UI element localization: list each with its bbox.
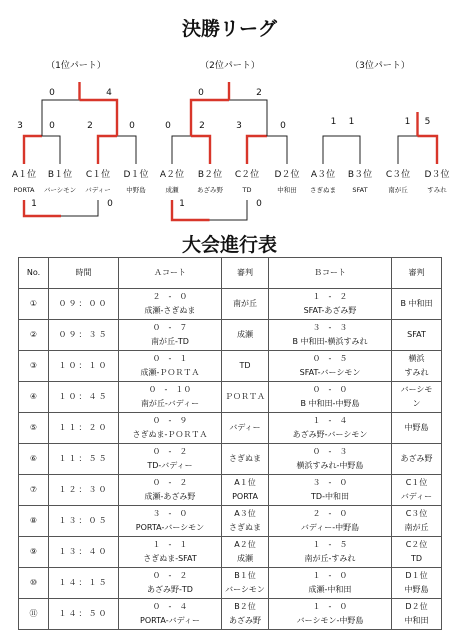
court-a-match [119, 568, 222, 599]
court-a-match-line: ０ - ７ [152, 323, 188, 332]
match-number-line: ④ [29, 392, 38, 401]
match-time-line: ０９：３５ [58, 330, 109, 339]
court-b-referee-line: 中和田 [404, 616, 429, 625]
court-b-match-line: バーシモン-中野島 [296, 616, 364, 625]
court-a-match-line: さぎぬま-SFAT [143, 554, 197, 563]
court-b-referee-line: ン [412, 399, 421, 408]
bracket-line [80, 100, 118, 136]
court-a-referee-line: ＰＯＲＴＡ [225, 392, 265, 401]
court-a-match-line: ０ - ２ [152, 571, 188, 580]
match-time-line: １１：２０ [58, 423, 109, 432]
team-name: 中野島 [126, 186, 146, 194]
court-a-referee-line: バーシモン [225, 585, 265, 594]
court-a-referee-line: B１位 [234, 571, 256, 580]
court-b-referee [392, 475, 442, 506]
court-a-match-line: ０ - １０ [148, 385, 192, 394]
court-a-match-line: ０ - ２ [152, 478, 188, 487]
match-number [19, 289, 49, 320]
court-b-match-line: １ - ４ [312, 416, 348, 425]
bracket-line [172, 136, 191, 164]
court-b-match [269, 444, 392, 475]
table-row [19, 320, 442, 351]
header-no: No. [19, 258, 49, 289]
court-b-match [269, 537, 392, 568]
court-b-referee [392, 413, 442, 444]
court-a-match [119, 320, 222, 351]
header-court-b: Ｂコート [269, 258, 392, 289]
court-b-match-line: 成瀬-中和田 [308, 585, 352, 594]
score: 0 [49, 88, 55, 98]
match-time-line: １１：５５ [58, 454, 109, 463]
court-b-match [269, 382, 392, 413]
court-b-match [269, 568, 392, 599]
court-b-match-line: SFAT-バーシモン [299, 368, 361, 377]
court-b-referee-line: 南が丘 [404, 523, 429, 532]
team-name: 中和田 [277, 186, 297, 194]
bracket-line [24, 200, 61, 216]
team-position: C３位 [385, 170, 411, 180]
match-number [19, 351, 49, 382]
team-position: C２位 [234, 170, 260, 180]
court-a-match [119, 506, 222, 537]
court-b-referee-line: TD [410, 554, 423, 563]
page-title: 決勝リーグ [181, 18, 277, 40]
match-number [19, 320, 49, 351]
match-number [19, 537, 49, 568]
bracket-line [24, 136, 42, 164]
court-b-referee-line: 中野島 [404, 423, 429, 432]
court-b-match-line: ３ - ３ [312, 323, 348, 332]
court-a-match [119, 537, 222, 568]
match-time [49, 506, 119, 537]
court-a-match [119, 351, 222, 382]
court-b-referee [392, 289, 442, 320]
court-a-match-line: ０ - ４ [152, 602, 188, 611]
court-a-referee-line: 南が丘 [233, 299, 257, 308]
court-a-match-line: PORTA-バディー [140, 616, 200, 625]
table-row [19, 351, 442, 382]
court-a-match [119, 413, 222, 444]
court-b-match-line: SFAT-あざみ野 [303, 306, 357, 315]
court-b-referee-line: C１位 [405, 478, 428, 487]
court-a-referee-line: バディー [229, 423, 261, 432]
bracket-line [418, 136, 438, 164]
court-b-match-line: 横浜すみれ-中野島 [296, 461, 364, 470]
court-a-referee-line: あざみ野 [229, 616, 261, 625]
team-position: D２位 [274, 170, 300, 180]
score: 0 [129, 121, 135, 131]
match-number-line: ⑧ [29, 516, 38, 525]
score: 4 [106, 88, 112, 98]
match-number-line: ③ [29, 361, 38, 370]
court-b-referee-line: あざみ野 [400, 454, 433, 463]
court-a-referee-line: 成瀬 [237, 330, 253, 339]
match-number-line: ② [29, 330, 38, 339]
court-b-referee [392, 320, 442, 351]
table-row [19, 413, 442, 444]
court-a-referee [222, 537, 269, 568]
court-b-match-line: １ - ２ [312, 292, 348, 301]
score: 3 [17, 121, 23, 131]
bracket-line [398, 136, 418, 164]
group-label-1: （1位パート） [46, 61, 106, 71]
match-number [19, 599, 49, 630]
court-b-match-line: ２ - ０ [312, 509, 348, 518]
court-b-referee [392, 382, 442, 413]
bracket-line [61, 200, 98, 216]
court-b-match-line: ０ - ３ [312, 447, 348, 456]
court-b-referee-line: D１位 [405, 571, 428, 580]
court-a-match-line: あざみ野-TD [147, 585, 193, 594]
team-position: D３位 [424, 170, 450, 180]
match-number-line: ① [29, 299, 38, 308]
match-number-line: ⑥ [29, 454, 38, 463]
court-a-referee [222, 289, 269, 320]
court-a-referee [222, 444, 269, 475]
bracket-line [42, 136, 60, 164]
team-name: あざみ野 [197, 186, 223, 194]
match-time-line: １３：４０ [58, 547, 109, 556]
court-a-match-line: 成瀬-ＰＯＲＴＡ [140, 368, 200, 377]
court-a-match [119, 382, 222, 413]
score: 0 [107, 199, 113, 209]
team-position: A１位 [11, 170, 37, 180]
team-name: バディー [85, 186, 111, 194]
score: 1 [330, 117, 337, 127]
court-b-match-line: 南が丘-すみれ [304, 554, 356, 563]
court-a-match [119, 289, 222, 320]
match-time-line: １０：４５ [58, 392, 109, 401]
court-b-referee-line: SFAT [407, 330, 426, 339]
court-a-match-line: さぎぬま-ＰＯＲＴＡ [132, 430, 208, 439]
score: 2 [199, 121, 205, 131]
court-a-match [119, 444, 222, 475]
court-a-referee-line: 成瀬 [237, 554, 253, 563]
court-a-referee-line: A１位 [234, 478, 256, 487]
court-a-referee [222, 599, 269, 630]
score: 1 [31, 199, 37, 209]
team-position: C１位 [85, 170, 111, 180]
match-number-line: ⑩ [29, 578, 38, 587]
court-b-match-line: １ - ０ [312, 571, 348, 580]
match-number-line: ⑨ [29, 547, 38, 556]
court-b-match-line: ０ - ５ [312, 354, 348, 363]
match-time-line: １４：５０ [58, 609, 109, 618]
bracket-line [42, 100, 80, 136]
header-time: 時間 [49, 258, 119, 289]
court-a-referee [222, 413, 269, 444]
court-a-match-line: TD-バディー [147, 461, 193, 470]
court-a-referee-line: B２位 [234, 602, 256, 611]
court-a-match-line: 成瀬-さぎぬま [144, 306, 196, 315]
court-a-match-line: １ - １ [152, 540, 188, 549]
court-a-referee [222, 320, 269, 351]
court-b-match-line: TD-中和田 [311, 492, 349, 501]
match-number [19, 444, 49, 475]
group-label-3: （3位パート） [350, 61, 410, 71]
court-b-match [269, 289, 392, 320]
court-b-match-line: １ - ５ [312, 540, 348, 549]
score: 0 [280, 121, 286, 131]
court-a-match-line: ２ - ０ [152, 292, 188, 301]
court-a-referee-line: PORTA [232, 492, 258, 501]
court-b-match [269, 475, 392, 506]
match-time [49, 475, 119, 506]
court-b-match-line: B 中和田-中野島 [300, 399, 360, 408]
match-number [19, 506, 49, 537]
court-a-referee-line: A２位 [234, 540, 256, 549]
table-row [19, 289, 442, 320]
match-number [19, 382, 49, 413]
group-label-2: （2位パート） [200, 61, 260, 71]
table-row [19, 599, 442, 630]
header-referee-a: 審判 [222, 258, 269, 289]
match-number [19, 568, 49, 599]
court-b-referee-line: C３位 [405, 509, 428, 518]
bracket-diagram [0, 0, 459, 232]
table-row [19, 382, 442, 413]
score: 0 [256, 199, 262, 209]
team-name: TD [242, 186, 252, 194]
court-b-match [269, 506, 392, 537]
team-name: すみれ [427, 186, 447, 194]
court-b-match [269, 351, 392, 382]
court-b-match [269, 320, 392, 351]
court-a-referee-line: さぎぬま [229, 523, 261, 532]
match-number [19, 475, 49, 506]
court-a-match [119, 475, 222, 506]
bracket-line [172, 200, 210, 220]
match-time-line: １４：１５ [58, 578, 109, 587]
schedule-table [18, 257, 442, 630]
court-a-match-line: 南が丘-TD [151, 337, 189, 346]
court-b-referee-line: B 中和田 [400, 299, 433, 308]
match-time [49, 382, 119, 413]
court-b-referee [392, 351, 442, 382]
match-time [49, 320, 119, 351]
table-row [19, 475, 442, 506]
court-b-referee-line: D２位 [405, 602, 428, 611]
match-time-line: １０：１０ [58, 361, 109, 370]
court-b-referee-line: 中野島 [404, 585, 429, 594]
score: 0 [198, 88, 204, 98]
bracket-line [98, 136, 117, 164]
table-row [19, 568, 442, 599]
bracket-line [323, 136, 360, 164]
court-a-referee-line: A３位 [234, 509, 256, 518]
score: 5 [424, 117, 431, 127]
score: 1 [179, 199, 185, 209]
team-position: B２位 [197, 170, 223, 180]
court-a-match-line: ３ - ０ [152, 509, 188, 518]
court-b-referee-line: バーシモ [400, 385, 433, 394]
court-a-match-line: 南が丘-バディー [140, 399, 200, 408]
court-b-match [269, 413, 392, 444]
score: 1 [404, 117, 411, 127]
court-a-referee [222, 382, 269, 413]
team-name: バーシモン [43, 186, 77, 194]
match-time [49, 599, 119, 630]
table-row [19, 506, 442, 537]
bracket-line [191, 136, 210, 164]
match-time [49, 444, 119, 475]
court-a-referee-line: TD [239, 361, 251, 370]
score: 2 [256, 88, 262, 98]
court-a-match-line: ０ - １ [152, 354, 188, 363]
bracket-line [117, 136, 136, 164]
court-b-match-line: ３ - ０ [312, 478, 348, 487]
court-a-match-line: 成瀬-あざみ野 [144, 492, 196, 501]
court-a-referee [222, 506, 269, 537]
court-b-referee [392, 444, 442, 475]
bracket-line [191, 100, 229, 136]
court-b-match-line: ０ - ０ [312, 385, 348, 394]
court-b-referee [392, 568, 442, 599]
team-position: B３位 [347, 170, 373, 180]
court-b-referee-line: 横浜 [408, 354, 425, 363]
team-name: さぎぬま [310, 186, 336, 194]
team-name: 成瀬 [165, 186, 179, 194]
team-name: 南が丘 [388, 186, 408, 194]
match-number-line: ⑤ [29, 423, 38, 432]
score: 0 [165, 121, 171, 131]
score: 1 [348, 117, 355, 127]
team-position: B１位 [47, 170, 73, 180]
bracket-line [267, 136, 287, 164]
header-referee-b: 審判 [392, 258, 442, 289]
table-row [19, 537, 442, 568]
team-name: PORTA [13, 186, 35, 194]
court-b-match-line: あざみ野-バーシモン [292, 430, 368, 439]
match-time-line: １２：３０ [58, 485, 109, 494]
bracket-line [229, 100, 267, 136]
match-time [49, 413, 119, 444]
match-time-line: １３：０５ [58, 516, 109, 525]
match-number-line: ⑦ [29, 485, 38, 494]
match-number [19, 413, 49, 444]
team-position: D１位 [123, 170, 149, 180]
court-a-referee-line: さぎぬま [229, 454, 261, 463]
score: 2 [87, 121, 93, 131]
court-a-referee [222, 475, 269, 506]
match-time-line: ０９：００ [58, 299, 109, 308]
bracket-line [247, 136, 267, 164]
court-b-referee-line: C２位 [405, 540, 428, 549]
team-name: SFAT [352, 186, 368, 194]
court-a-referee [222, 568, 269, 599]
court-a-match-line: PORTA-バーシモン [135, 523, 205, 532]
court-b-referee [392, 599, 442, 630]
court-a-match-line: ０ - ９ [152, 416, 188, 425]
table-row [19, 444, 442, 475]
court-b-match-line: B 中和田-横浜すみれ [292, 337, 368, 346]
bracket-line [210, 200, 248, 220]
match-time [49, 537, 119, 568]
score: 3 [236, 121, 242, 131]
match-number-line: ⑪ [29, 609, 38, 618]
court-a-referee [222, 351, 269, 382]
court-b-referee-line: バディー [400, 492, 433, 501]
court-b-referee-line: すみれ [404, 368, 429, 377]
score: 0 [49, 121, 55, 131]
team-position: A３位 [310, 170, 336, 180]
match-time [49, 289, 119, 320]
table-header-row [19, 258, 442, 289]
header-court-a: Ａコート [119, 258, 222, 289]
schedule-title: 大会進行表 [181, 234, 277, 256]
court-b-match [269, 599, 392, 630]
court-b-match-line: バディー-中野島 [300, 523, 360, 532]
court-a-match [119, 599, 222, 630]
court-b-referee [392, 537, 442, 568]
match-time [49, 351, 119, 382]
court-a-match-line: ０ - ２ [152, 447, 188, 456]
court-b-match-line: １ - ０ [312, 602, 348, 611]
match-time [49, 568, 119, 599]
team-position: A２位 [159, 170, 185, 180]
court-b-referee [392, 506, 442, 537]
